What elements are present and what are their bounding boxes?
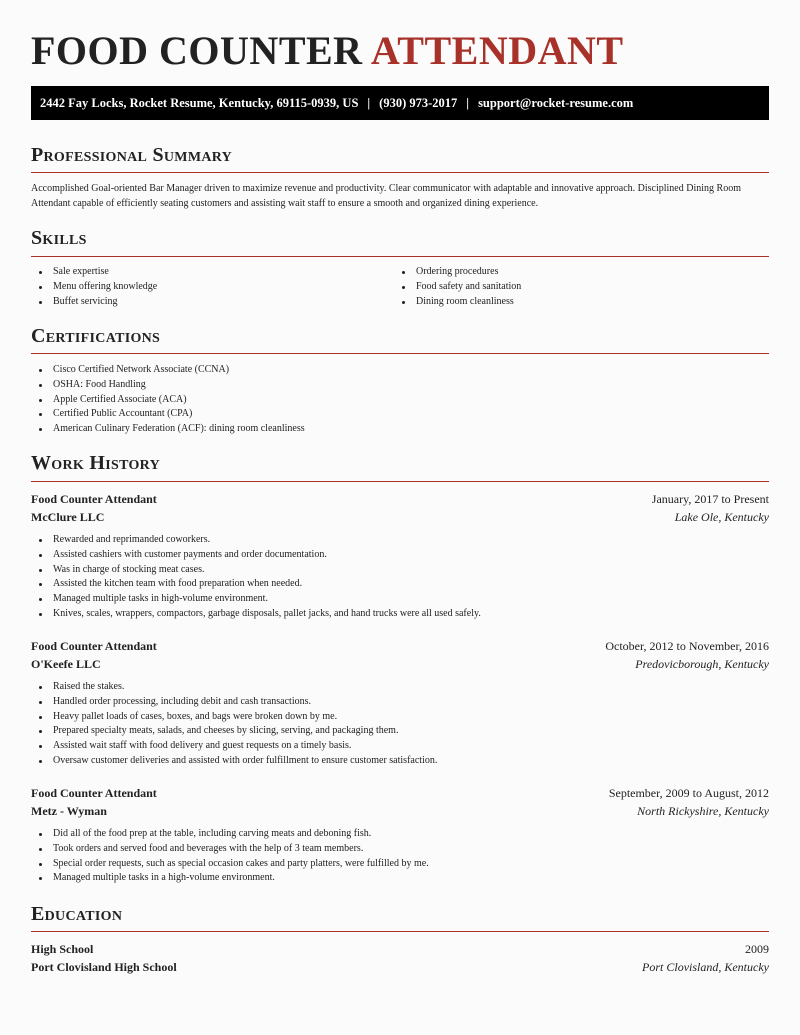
job-bullets (31, 680, 437, 769)
job-bullet: Rewarded and reprimanded coworkers. (31, 533, 481, 548)
job-bullet: Managed multiple tasks in a high-volume environment. (31, 871, 429, 886)
skills-list-left (31, 265, 157, 309)
job-role: Food Counter Attendant (31, 492, 157, 506)
job-bullets (31, 533, 481, 622)
contact-separator: | (367, 96, 371, 110)
summary-heading: Professional Summary (31, 144, 233, 166)
contact-phone: (930) 973-2017 (379, 96, 458, 110)
job-company: Metz - Wyman (31, 804, 107, 818)
contact-address: 2442 Fay Locks, Rocket Resume, Kentucky, 69115-0939, US (40, 96, 359, 110)
skill-item: Menu offering knowledge (31, 280, 157, 295)
education-year: 2009 (745, 942, 769, 956)
job-bullet: Did all of the food prep at the table, including carving meats and deboning fish. (31, 827, 429, 842)
job-bullet: Handled order processing, including debit and cash transactions. (31, 695, 437, 710)
section-divider (31, 481, 769, 482)
section-divider (31, 256, 769, 257)
certifications-heading: Certifications (31, 325, 161, 347)
job-bullet: Was in charge of stocking meat cases. (31, 563, 481, 578)
skill-item: Food safety and sanitation (394, 280, 521, 295)
job-bullet: Raised the stakes. (31, 680, 437, 695)
education-degree: High School (31, 942, 94, 956)
skills-list-right (394, 265, 521, 309)
job-location: Lake Ole, Kentucky (674, 510, 769, 524)
job-bullet: Took orders and served food and beverages with the help of 3 team members. (31, 842, 429, 857)
summary-text: Accomplished Goal-oriented Bar Manager driven to maximize revenue and productivity. Clear communicator with adaptable and innovative approach. Disciplined Dining Room Attendant capable of efficiently seating customers and assisting wait staff to ensure a smooth and organized dining experience. (31, 183, 741, 209)
education-heading: Education (31, 903, 123, 925)
job-role: Food Counter Attendant (31, 786, 157, 800)
certification-item: Apple Certified Associate (ACA) (31, 393, 305, 408)
job-bullet: Knives, scales, wrappers, compactors, garbage disposals, pallet jacks, and hand trucks were all used safely. (31, 607, 481, 622)
job-bullet: Special order requests, such as special occasion cakes and party platters, were fulfilled by me. (31, 857, 429, 872)
job-dates: October, 2012 to November, 2016 (605, 639, 769, 653)
certification-item: OSHA: Food Handling (31, 378, 305, 393)
skill-item: Ordering procedures (394, 265, 521, 280)
section-divider (31, 353, 769, 354)
job-bullet: Assisted the kitchen team with food preparation when needed. (31, 577, 481, 592)
contact-separator: | (466, 96, 470, 110)
job-location: North Rickyshire, Kentucky (637, 804, 769, 818)
education-school: Port Clovisland High School (31, 960, 177, 974)
skill-item: Dining room cleanliness (394, 295, 521, 310)
certification-item: Cisco Certified Network Associate (CCNA) (31, 363, 305, 378)
certifications-list (31, 363, 305, 437)
job-company: O'Keefe LLC (31, 657, 101, 671)
section-divider (31, 931, 769, 932)
contact-bar (31, 86, 769, 120)
job-bullet: Oversaw customer deliveries and assisted with order fulfillment to ensure customer satisfaction. (31, 754, 437, 769)
name-last: ATTENDANT (370, 28, 624, 73)
skills-heading: Skills (31, 227, 87, 249)
work-heading: Work History (31, 452, 160, 474)
resume-name (31, 28, 624, 74)
job-role: Food Counter Attendant (31, 639, 157, 653)
certification-item: American Culinary Federation (ACF): dining room cleanliness (31, 422, 305, 437)
job-bullet: Assisted wait staff with food delivery and guest requests on a timely basis. (31, 739, 437, 754)
skill-item: Buffet servicing (31, 295, 157, 310)
job-bullets (31, 827, 429, 886)
job-dates: January, 2017 to Present (651, 492, 769, 506)
job-location: Predovicborough, Kentucky (635, 657, 769, 671)
skill-item: Sale expertise (31, 265, 157, 280)
job-bullet: Managed multiple tasks in high-volume environment. (31, 592, 481, 607)
section-divider (31, 172, 769, 173)
job-bullet: Prepared specialty meats, salads, and cheeses by slicing, serving, and packaging them. (31, 724, 437, 739)
contact-email[interactable]: support@rocket-resume.com (478, 96, 634, 110)
job-bullet: Assisted cashiers with customer payments and order documentation. (31, 548, 481, 563)
education-location: Port Clovisland, Kentucky (642, 960, 769, 974)
name-first: FOOD COUNTER (31, 28, 363, 73)
certification-item: Certified Public Accountant (CPA) (31, 407, 305, 422)
job-company: McClure LLC (31, 510, 105, 524)
job-dates: September, 2009 to August, 2012 (608, 786, 769, 800)
job-bullet: Heavy pallet loads of cases, boxes, and bags were broken down by me. (31, 710, 437, 725)
